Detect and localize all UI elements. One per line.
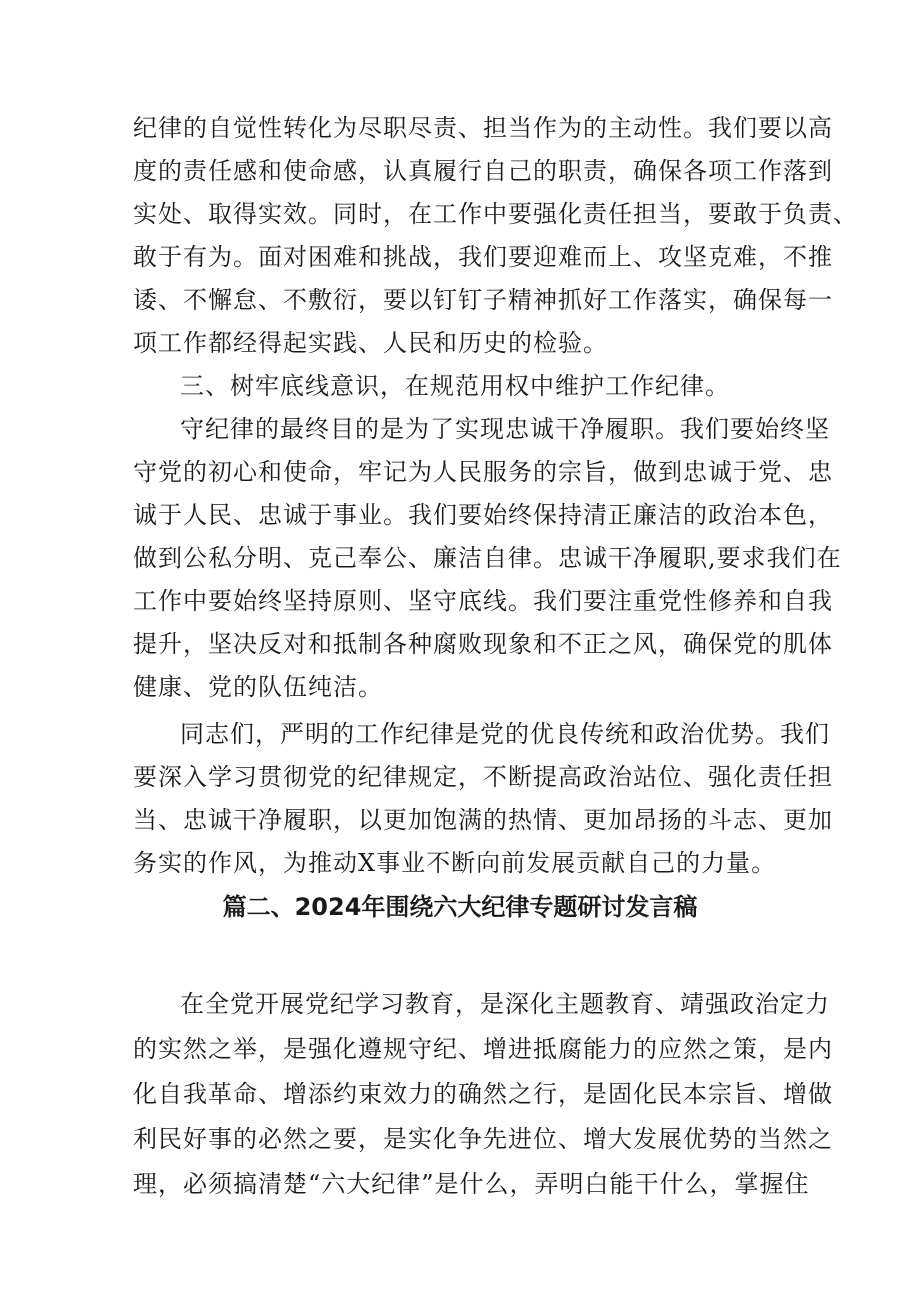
paragraph-line: 纪律的自觉性转化为尽职尽责、担当作为的主动性。我们要以高: [133, 114, 833, 142]
paragraph-line: 做到公私分明、克己奉公、廉洁自律。忠诚干净履职,要求我们在: [133, 544, 842, 572]
paragraph-line: 敢于有为。面对困难和挑战，我们要迎难而上、攻坚克难，不推: [133, 243, 833, 271]
paragraph-line: 工作中要始终坚持原则、坚守底线。我们要注重党性修养和自我: [133, 587, 833, 615]
paragraph-line: 务实的作风，为推动X事业不断向前发展贡献自己的力量。: [133, 849, 777, 877]
paragraph-line: 利民好事的必然之要，是实化争先进位、增大发展优势的当然之: [133, 1125, 833, 1153]
paragraph-line: 诿、不懈怠、不敷衍，要以钉钉子精神抓好工作落实，确保每一: [133, 286, 833, 314]
paragraph-line: 的实然之举，是强化遵规守纪、增进抵腐能力的应然之策，是内: [133, 1035, 833, 1063]
paragraph-line: 当、忠诚干净履职，以更加饱满的热情、更加昂扬的斗志、更加: [133, 806, 833, 834]
paragraph-line: 理，必须搞清楚“六大纪律”是什么，弄明白能干什么，掌握住: [133, 1170, 810, 1198]
section-heading: 三、树牢底线意识，在规范用权中维护工作纪律。: [180, 372, 730, 400]
paragraph-line: 实处、取得实效。同时，在工作中要强化责任担当，要敢于负责、: [133, 200, 858, 228]
paragraph-line: 要深入学习贯彻党的纪律规定，不断提高政治站位、强化责任担: [133, 763, 833, 791]
paragraph-line: 守纪律的最终目的是为了实现忠诚干净履职。我们要始终坚: [180, 415, 830, 443]
paragraph-line: 守党的初心和使命，牢记为人民服务的宗旨，做到忠诚于党、忠: [133, 458, 833, 486]
paragraph-line: 度的责任感和使命感，认真履行自己的职责，确保各项工作落到: [133, 157, 833, 185]
paragraph-line: 健康、党的队伍纯洁。: [133, 673, 383, 701]
paragraph-line: 在全党开展党纪学习教育，是深化主题教育、靖强政治定力: [180, 990, 830, 1018]
paragraph-line: 提升，坚决反对和抵制各种腐败现象和不正之风，确保党的肌体: [133, 630, 833, 658]
paragraph-line: 诚于人民、忠诚于事业。我们要始终保持清正廉洁的政治本色，: [133, 501, 833, 529]
paragraph-line: 化自我革命、增添约束效力的确然之行，是固化民本宗旨、增做: [133, 1080, 833, 1108]
chapter-title: 篇二、2024年围绕六大纪律专题研讨发言稿: [222, 893, 698, 921]
paragraph-line: 项工作都经得起实践、人民和历史的检验。: [133, 329, 608, 357]
paragraph-line: 同志们，严明的工作纪律是党的优良传统和政治优势。我们: [180, 720, 830, 748]
